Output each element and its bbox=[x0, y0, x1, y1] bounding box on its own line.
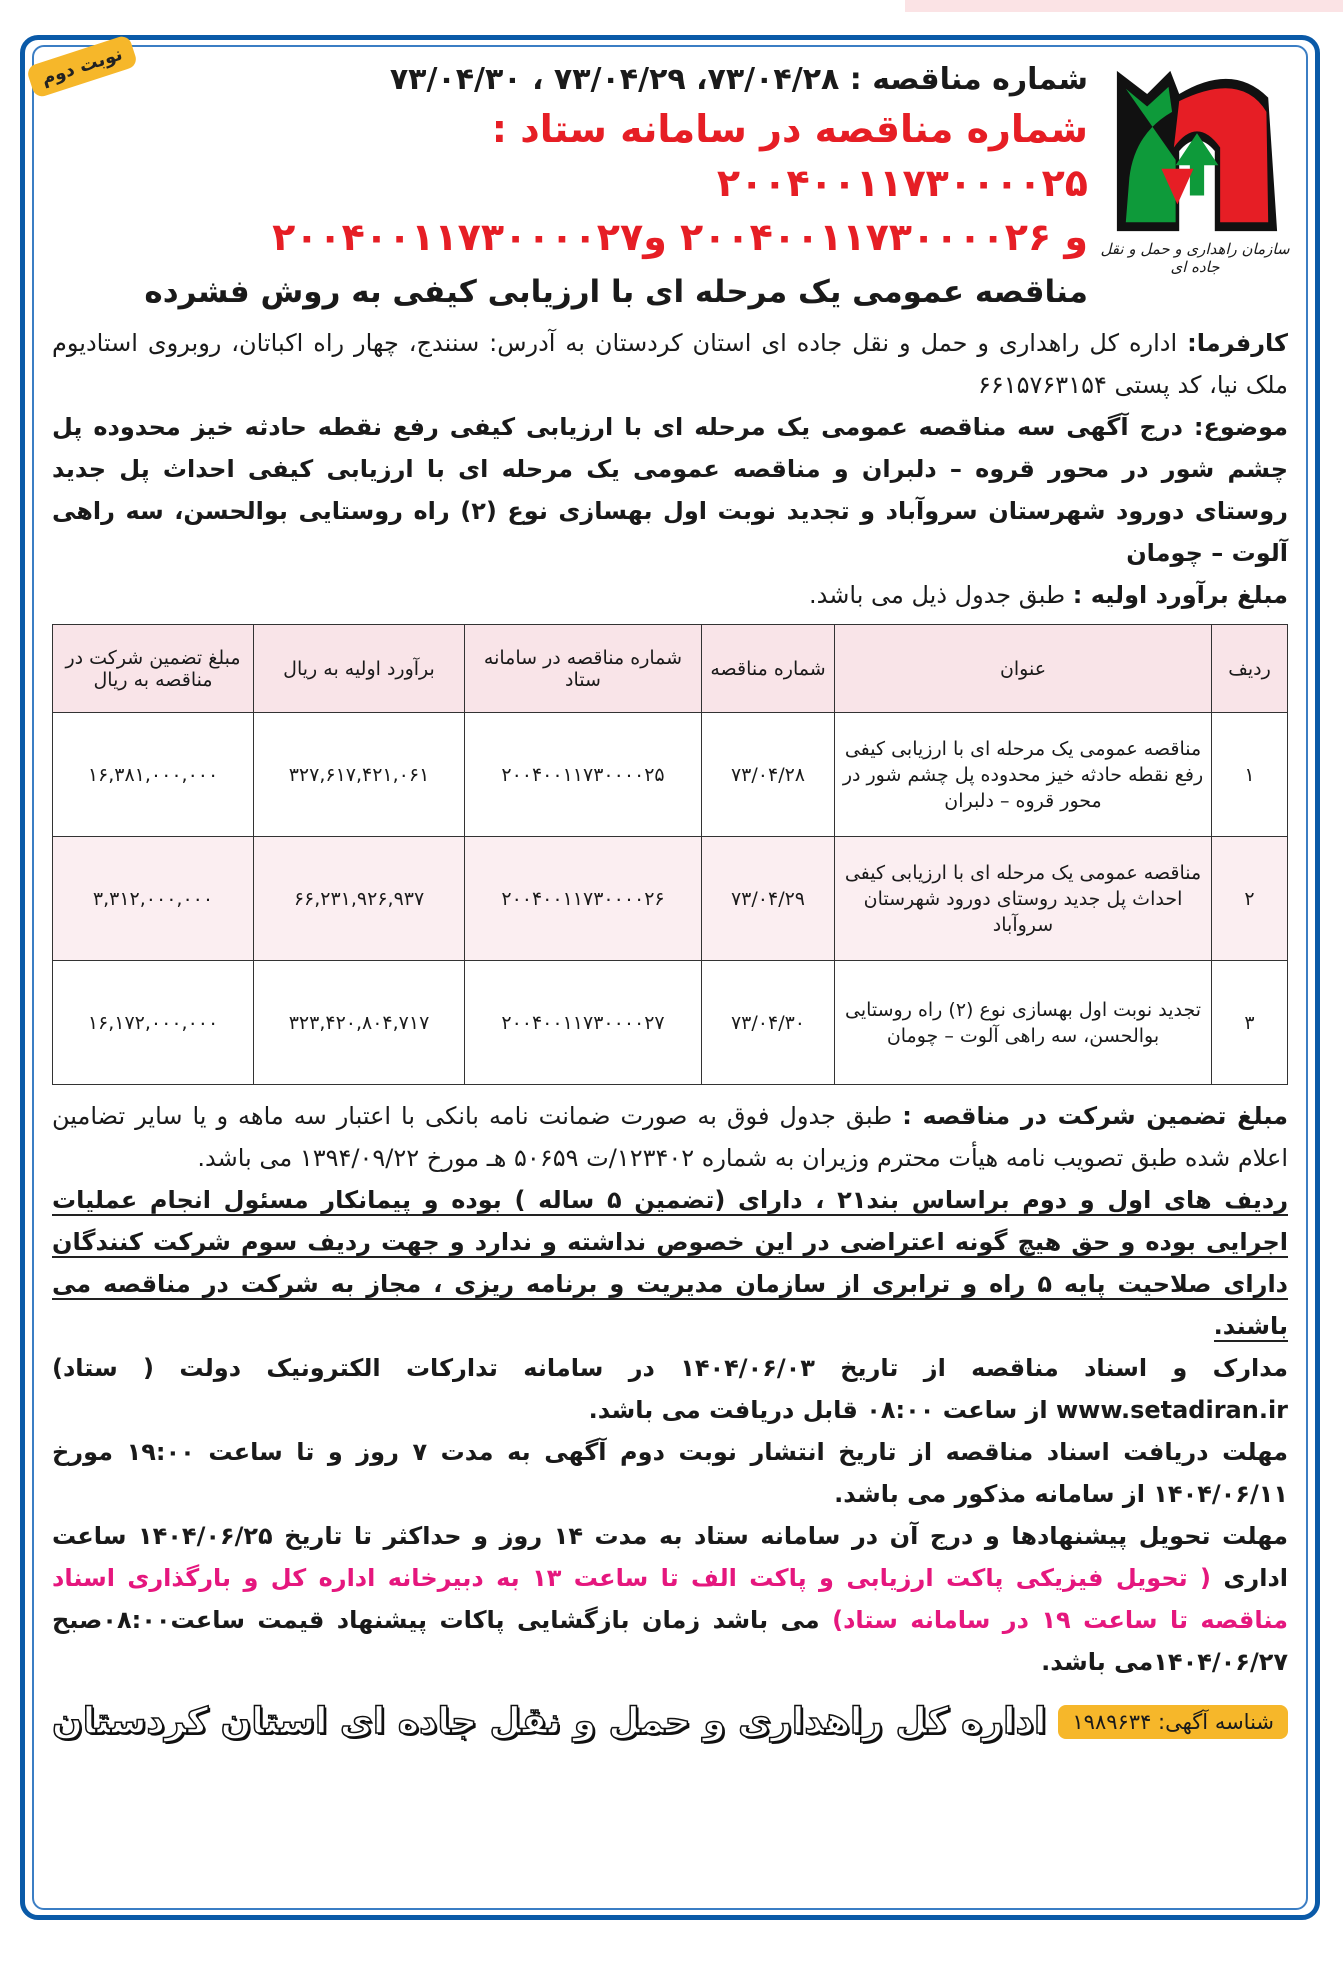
cell-guarantee: ۱۶,۳۸۱,۰۰۰,۰۰۰ bbox=[53, 713, 254, 837]
cell-guarantee: ۳,۳۱۲,۰۰۰,۰۰۰ bbox=[53, 837, 254, 961]
cell-estimate: ۳۲۷,۶۱۷,۴۲۱,۰۶۱ bbox=[254, 713, 465, 837]
deadline-bids-text2: می باشد زمان بازگشایی پاکات پیشنهاد قیمت ساعت۰۸:۰۰صبح ۱۴۰۴/۰۶/۲۷می باشد. bbox=[52, 1606, 1288, 1676]
cell-title: مناقصه عمومی یک مرحله ای با ارزیابی کیفی احداث پل جدید روستای دورود شهرستان سروآباد bbox=[835, 837, 1212, 961]
deadline-bids-highlight: ( تحویل فیزیکی پاکت ارزیابی و پاکت الف تا ساعت ۱۳ به دبیرخانه اداره کل و بارگذاری اسناد مناقصه تا ساعت ۱۹ در سامانه ستاد) bbox=[52, 1564, 1288, 1634]
cell-row-no: ۲ bbox=[1212, 837, 1288, 961]
tender-numbers: شماره مناقصه : ۷۳/۰۴/۲۸، ۷۳/۰۴/۲۹ ، ۷۳/۰۴/۳۰ bbox=[389, 62, 1088, 97]
guarantee-paragraph bbox=[52, 1095, 1288, 1179]
footer-organization: اداره کل راهداری و حمل و نقل جاده ای استان کردستان bbox=[52, 1701, 1047, 1742]
ad-content bbox=[52, 58, 1288, 1742]
header-row-no: ردیف bbox=[1212, 625, 1288, 713]
setadiran-link[interactable]: www.setadiran.ir bbox=[1055, 1396, 1288, 1424]
cell-tender-no: ۷۳/۰۴/۲۹ bbox=[702, 837, 835, 961]
ad-id-value: ۱۹۸۹۶۳۴ bbox=[1072, 1709, 1152, 1734]
qualification-text: ردیف های اول و دوم براساس بند۲۱ ، دارای (تضمین ۵ ساله ) بوده و پیمانکار مسئول انجام عملیات اجرایی بوده و حق هیچ گونه اعتراضی در این خصوص نداشته و ندارد و جهت ردیف سوم شرکت کنندگان دارای صلاحیت پایه ۵ راه و ترابری از سازمان مدیریت و برنامه ریزی ، مجاز به شرکت در مناقصه می باشند. bbox=[52, 1186, 1289, 1340]
cell-setad-no: ۲۰۰۴۰۰۱۱۷۳۰۰۰۰۲۵ bbox=[465, 713, 702, 837]
cell-row-no: ۱ bbox=[1212, 713, 1288, 837]
cell-row-no: ۳ bbox=[1212, 961, 1288, 1085]
employer-paragraph bbox=[52, 322, 1288, 406]
estimate-text: طبق جدول ذیل می باشد. bbox=[809, 581, 1073, 609]
header-setad-no: شماره مناقصه در سامانه ستاد bbox=[465, 625, 702, 713]
cell-setad-no: ۲۰۰۴۰۰۱۱۷۳۰۰۰۰۲۶ bbox=[465, 837, 702, 961]
header-title: عنوان bbox=[835, 625, 1212, 713]
documents-text2: از ساعت ۰۸:۰۰ قابل دریافت می باشد. bbox=[588, 1396, 1056, 1424]
header-estimate: برآورد اولیه به ریال bbox=[254, 625, 465, 713]
ad-subtitle: مناقصه عمومی یک مرحله ای با ارزیابی کیفی به روش فشرده bbox=[144, 274, 1088, 310]
cell-setad-no: ۲۰۰۴۰۰۱۱۷۳۰۰۰۰۲۷ bbox=[465, 961, 702, 1085]
guarantee-text: طبق جدول فوق به صورت ضمانت نامه بانکی با اعتبار سه ماهه و یا سایر تضامین اعلام شده طبق تصویب نامه هیأت محترم وزیران به شماره ۱۲۳۴۰۲/ت ۵۰۶۵۹ هـ مورخ ۱۳۹۴/۰۹/۲۲ می باشد. bbox=[52, 1102, 1288, 1172]
ad-header bbox=[52, 58, 1288, 264]
cell-guarantee: ۱۶,۱۷۲,۰۰۰,۰۰۰ bbox=[53, 961, 254, 1085]
table-row bbox=[53, 961, 1288, 1085]
documents-paragraph bbox=[52, 1347, 1288, 1431]
setad-number-line2: و ۲۰۰۴۰۰۱۱۷۳۰۰۰۰۲۶ و۲۰۰۴۰۰۱۱۷۳۰۰۰۰۲۷ bbox=[272, 215, 1088, 259]
table-row bbox=[53, 713, 1288, 837]
cell-estimate: ۳۲۳,۴۲۰,۸۰۴,۷۱۷ bbox=[254, 961, 465, 1085]
header-tender-no: شماره مناقصه bbox=[702, 625, 835, 713]
ad-id-badge bbox=[1058, 1705, 1288, 1739]
setad-number-line1: شماره مناقصه در سامانه ستاد : ۲۰۰۴۰۰۱۱۷۳۰۰۰۰۲۵ bbox=[491, 107, 1088, 205]
employer-text: اداره کل راهداری و حمل و نقل جاده ای استان کردستان به آدرس: سنندج، چهار راه اکباتان، روبروی استادیوم ملک نیا، کد پستی ۶۶۱۵۷۶۳۱۵۴ bbox=[52, 329, 1288, 399]
documents-text: مدارک و اسناد مناقصه از تاریخ ۱۴۰۴/۰۶/۰۳ در سامانه تدارکات الکترونیک دولت ( ستاد) bbox=[52, 1354, 1288, 1382]
deadline-docs-paragraph: مهلت دریافت اسناد مناقصه از تاریخ انتشار نوبت دوم آگهی به مدت ۷ روز و تا ساعت ۱۹:۰۰ مورخ ۱۴۰۴/۰۶/۱۱ از سامانه مذکور می باشد. bbox=[52, 1438, 1289, 1508]
table-row bbox=[53, 837, 1288, 961]
cell-estimate: ۶۶,۲۳۱,۹۲۶,۹۳۷ bbox=[254, 837, 465, 961]
subject-text: درج آگهی سه مناقصه عمومی یک مرحله ای با ارزیابی کیفی رفع نقطه حادثه خیز محدوده پل چشم شور در محور قروه – دلبران و مناقصه عمومی یک مرحله ای با ارزیابی کیفی احداث پل جدید روستای دورود شهرستان سروآباد و تجدید نوبت اول بهسازی نوع (۲) راه روستایی بوالحسن، سه راهی آلوت – چومان bbox=[52, 413, 1289, 567]
cell-title: مناقصه عمومی یک مرحله ای با ارزیابی کیفی رفع نقطه حادثه خیز محدوده پل چشم شور در محور قروه – دلبران bbox=[835, 713, 1212, 837]
ad-footer bbox=[52, 1701, 1288, 1742]
tenders-table bbox=[52, 624, 1288, 1085]
guarantee-label: مبلغ تضمین شرکت در مناقصه : bbox=[902, 1102, 1288, 1130]
second-run-badge: نوبت دوم bbox=[26, 34, 139, 99]
ad-id-label: شناسه آگهی: bbox=[1158, 1709, 1274, 1734]
watermark-strip bbox=[905, 0, 1343, 12]
table-header-row bbox=[53, 625, 1288, 713]
cell-title: تجدید نوبت اول بهسازی نوع (۲) راه روستایی بوالحسن، سه راهی آلوت – چومان bbox=[835, 961, 1212, 1085]
qualification-paragraph bbox=[52, 1179, 1288, 1347]
logo-caption: سازمان راهداری و حمل و نقل جاده ای bbox=[1100, 240, 1290, 276]
deadline-bids-paragraph bbox=[52, 1515, 1288, 1683]
employer-label: کارفرما: bbox=[1187, 329, 1288, 357]
cell-tender-no: ۷۳/۰۴/۲۸ bbox=[702, 713, 835, 837]
deadline-bids-text: مهلت تحویل پیشنهادها و درج آن در سامانه ستاد به مدت ۱۴ روز و حداکثر تا تاریخ ۱۴۰۴/۰۶/۲۵ ساعت اداری bbox=[52, 1522, 1289, 1592]
cell-tender-no: ۷۳/۰۴/۳۰ bbox=[702, 961, 835, 1085]
estimate-paragraph bbox=[52, 574, 1288, 616]
subject-paragraph bbox=[52, 406, 1288, 574]
estimate-label: مبلغ برآورد اولیه : bbox=[1072, 581, 1288, 609]
subject-label: موضوع: bbox=[1193, 413, 1288, 441]
header-guarantee: مبلغ تضمین شرکت در مناقصه به ریال bbox=[53, 625, 254, 713]
